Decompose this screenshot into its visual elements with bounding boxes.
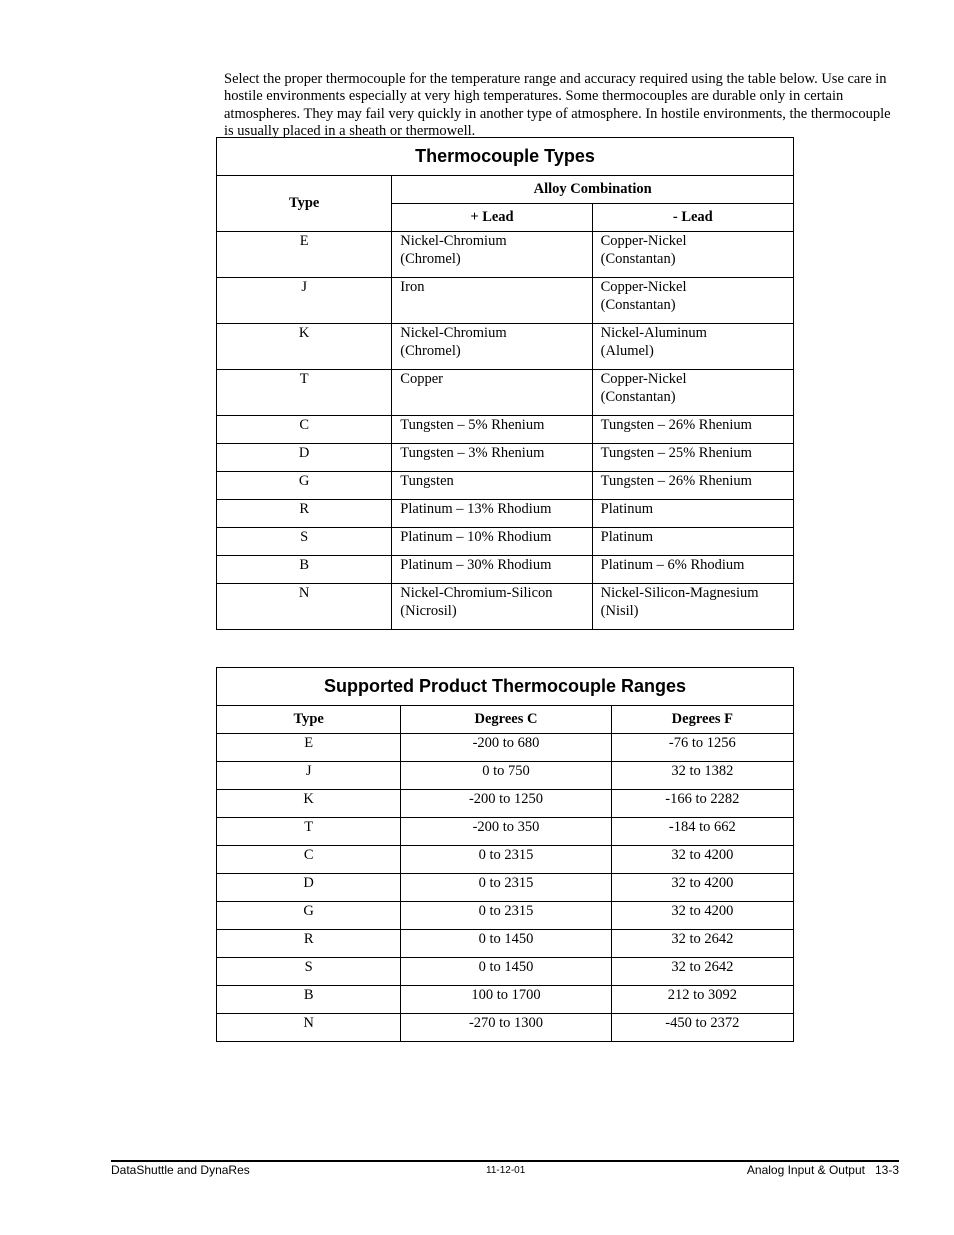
type-cell: K	[217, 790, 401, 818]
plus-lead-cell	[392, 584, 592, 630]
degrees-f-cell: 32 to 1382	[611, 762, 793, 790]
table-row	[217, 472, 794, 500]
types-table-title: Thermocouple Types	[217, 138, 794, 176]
table-row	[217, 902, 794, 930]
type-cell: E	[217, 734, 401, 762]
table-row	[217, 734, 794, 762]
minus-lead-line: Platinum	[600, 529, 654, 545]
type-cell: B	[217, 556, 392, 584]
degrees-f-cell: -166 to 2282	[611, 790, 793, 818]
table-row	[217, 958, 794, 986]
minus-lead-line: Copper-Nickel	[600, 233, 687, 249]
minus-lead-cell	[592, 370, 793, 416]
plus-lead-line: (Chromel)	[400, 250, 461, 267]
degrees-f-cell: 212 to 3092	[611, 986, 793, 1014]
minus-lead-line: Tungsten – 25% Rhenium	[600, 445, 752, 461]
table-row	[217, 874, 794, 902]
degrees-c-cell: 0 to 2315	[401, 902, 611, 930]
plus-lead-cell	[392, 278, 592, 324]
table-row	[217, 556, 794, 584]
degrees-c-cell: -200 to 680	[401, 734, 611, 762]
minus-lead-line: (Constantan)	[600, 296, 676, 313]
minus-lead-line: (Nisil)	[600, 602, 639, 619]
degrees-f-cell: 32 to 2642	[611, 958, 793, 986]
type-cell: G	[217, 472, 392, 500]
plus-lead-line: Tungsten – 3% Rhenium	[400, 445, 545, 461]
plus-lead-line: Nickel-Chromium-Silicon	[400, 585, 553, 601]
minus-lead-cell	[592, 528, 793, 556]
table-row	[217, 584, 794, 630]
types-table-body	[217, 232, 794, 630]
ranges-table-body	[217, 734, 794, 1042]
minus-lead-line: Platinum	[600, 501, 654, 517]
degrees-c-cell: -270 to 1300	[401, 1014, 611, 1042]
table-row	[217, 416, 794, 444]
minus-lead-line: Copper-Nickel	[600, 371, 687, 387]
table-row	[217, 232, 794, 278]
minus-lead-line: (Constantan)	[600, 388, 676, 405]
minus-lead-line: Tungsten – 26% Rhenium	[600, 473, 752, 489]
degrees-f-header: Degrees F	[611, 706, 793, 734]
plus-lead-cell	[392, 324, 592, 370]
table-row	[217, 324, 794, 370]
type-cell: R	[217, 500, 392, 528]
plus-lead-line: Nickel-Chromium	[400, 325, 507, 341]
type-cell: N	[217, 584, 392, 630]
degrees-c-cell: -200 to 350	[401, 818, 611, 846]
degrees-f-cell: -184 to 662	[611, 818, 793, 846]
minus-lead-line: Nickel-Aluminum	[600, 325, 707, 341]
table-row	[217, 278, 794, 324]
minus-lead-cell	[592, 416, 793, 444]
plus-lead-cell	[392, 556, 592, 584]
plus-lead-line: Platinum – 10% Rhodium	[400, 529, 552, 545]
type-cell: K	[217, 324, 392, 370]
plus-lead-cell	[392, 500, 592, 528]
degrees-f-cell: -450 to 2372	[611, 1014, 793, 1042]
plus-lead-cell	[392, 416, 592, 444]
minus-lead-cell	[592, 500, 793, 528]
minus-lead-line: Platinum – 6% Rhodium	[600, 557, 745, 573]
alloy-combination-header: Alloy Combination	[392, 176, 794, 204]
minus-lead-header: - Lead	[592, 204, 793, 232]
table-row	[217, 1014, 794, 1042]
degrees-c-cell: 0 to 1450	[401, 930, 611, 958]
plus-lead-cell	[392, 528, 592, 556]
degrees-f-cell: 32 to 2642	[611, 930, 793, 958]
minus-lead-cell	[592, 472, 793, 500]
type-cell: C	[217, 416, 392, 444]
plus-lead-line: Platinum – 30% Rhodium	[400, 557, 552, 573]
plus-lead-cell	[392, 370, 592, 416]
plus-lead-line: Tungsten – 5% Rhenium	[400, 417, 545, 433]
minus-lead-cell	[592, 232, 793, 278]
type-cell: J	[217, 762, 401, 790]
table-row	[217, 790, 794, 818]
degrees-c-cell: 0 to 1450	[401, 958, 611, 986]
type-cell: T	[217, 370, 392, 416]
plus-lead-line: Tungsten	[400, 473, 454, 489]
ranges-table-title: Supported Product Thermocouple Ranges	[217, 668, 794, 706]
type-cell: S	[217, 958, 401, 986]
table-row	[217, 762, 794, 790]
table-row	[217, 986, 794, 1014]
minus-lead-line: Copper-Nickel	[600, 279, 687, 295]
degrees-f-cell: -76 to 1256	[611, 734, 793, 762]
intro-paragraph: Select the proper thermocouple for the temperature range and accuracy required using the table below. Use care in hostile environments especially at very high temperatures. Some thermocouples are durable only in certain atmospheres. They may fail very quickly in another type of atmosphere. In hostile environments, the thermocouple is usually placed in a sheath or thermowell.	[224, 70, 891, 139]
table-row	[217, 370, 794, 416]
degrees-f-cell: 32 to 4200	[611, 874, 793, 902]
degrees-c-cell: -200 to 1250	[401, 790, 611, 818]
thermocouple-types-table	[216, 137, 794, 630]
type-cell: R	[217, 930, 401, 958]
table-row	[217, 930, 794, 958]
minus-lead-cell	[592, 278, 793, 324]
footer-product-name: DataShuttle and DynaRes	[111, 1163, 250, 1177]
plus-lead-line: Copper	[400, 371, 443, 387]
minus-lead-line: Tungsten – 26% Rhenium	[600, 417, 752, 433]
table-row	[217, 500, 794, 528]
type-cell: C	[217, 846, 401, 874]
plus-lead-cell	[392, 472, 592, 500]
minus-lead-line: (Constantan)	[600, 250, 676, 267]
type-cell: B	[217, 986, 401, 1014]
plus-lead-line: (Chromel)	[400, 342, 461, 359]
plus-lead-line: Iron	[400, 279, 425, 295]
degrees-c-header: Degrees C	[401, 706, 611, 734]
footer-date: 11-12-01	[486, 1165, 526, 1176]
type-cell: G	[217, 902, 401, 930]
degrees-c-cell: 0 to 2315	[401, 846, 611, 874]
table-row	[217, 528, 794, 556]
type-cell: T	[217, 818, 401, 846]
minus-lead-cell	[592, 324, 793, 370]
minus-lead-line: Nickel-Silicon-Magnesium	[600, 585, 759, 601]
plus-lead-cell	[392, 232, 592, 278]
footer-rule	[111, 1160, 899, 1162]
table-row	[217, 818, 794, 846]
minus-lead-cell	[592, 584, 793, 630]
plus-lead-line: Platinum – 13% Rhodium	[400, 501, 552, 517]
type-cell: J	[217, 278, 392, 324]
table-row	[217, 846, 794, 874]
type-cell: E	[217, 232, 392, 278]
plus-lead-cell	[392, 444, 592, 472]
minus-lead-cell	[592, 444, 793, 472]
footer-page-number: Analog Input & Output 13-3	[746, 1163, 899, 1177]
plus-lead-line: Nickel-Chromium	[400, 233, 507, 249]
type-cell: S	[217, 528, 392, 556]
type-cell: D	[217, 444, 392, 472]
minus-lead-line: (Alumel)	[600, 342, 654, 359]
degrees-c-cell: 0 to 750	[401, 762, 611, 790]
ranges-type-header: Type	[217, 706, 401, 734]
degrees-f-cell: 32 to 4200	[611, 846, 793, 874]
degrees-c-cell: 100 to 1700	[401, 986, 611, 1014]
type-cell: D	[217, 874, 401, 902]
plus-lead-header: + Lead	[392, 204, 592, 232]
type-cell: N	[217, 1014, 401, 1042]
plus-lead-line: (Nicrosil)	[400, 602, 457, 619]
minus-lead-cell	[592, 556, 793, 584]
degrees-c-cell: 0 to 2315	[401, 874, 611, 902]
type-header: Type	[217, 176, 392, 232]
degrees-f-cell: 32 to 4200	[611, 902, 793, 930]
thermocouple-ranges-table	[216, 667, 794, 1042]
table-row	[217, 444, 794, 472]
